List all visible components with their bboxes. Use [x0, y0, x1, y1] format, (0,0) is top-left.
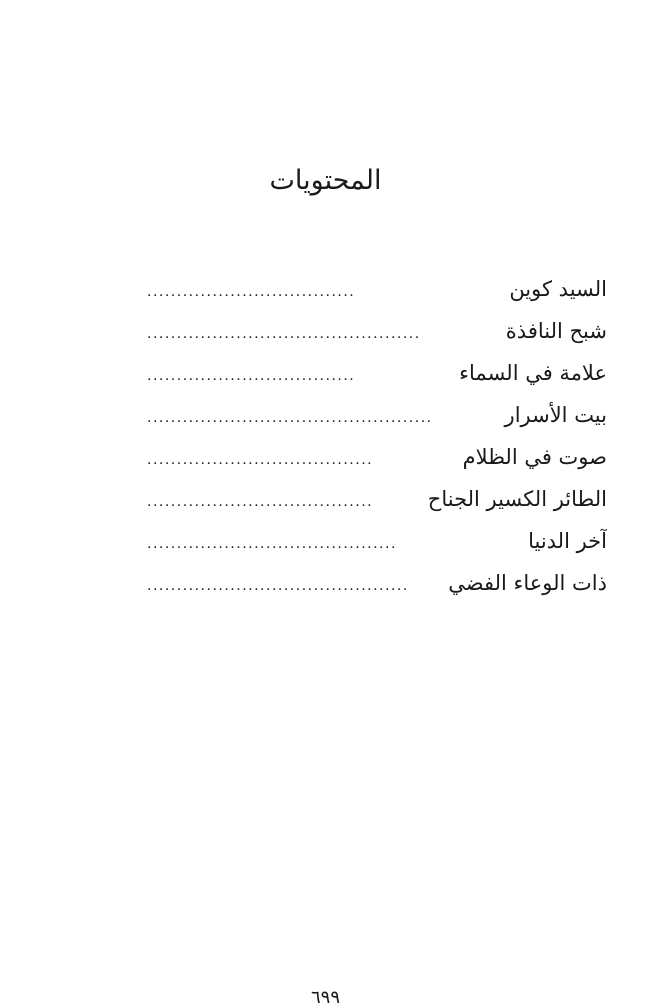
toc-entry [147, 352, 607, 394]
toc-dot-leader: .......................................... [147, 536, 397, 552]
toc-entry [147, 268, 607, 310]
toc-entry-title: آخر الدنيا [528, 529, 607, 553]
page-number: ٦٩٩ [310, 987, 340, 1008]
toc-entry [147, 310, 607, 352]
toc-entry [147, 478, 607, 520]
toc-entry-title: علامة في السماء [459, 361, 607, 385]
toc-entry [147, 394, 607, 436]
toc-dot-leader: ................................... [147, 284, 356, 300]
toc-dot-leader: ...................................... [147, 452, 374, 468]
toc-entry [147, 520, 607, 562]
toc-dot-leader: ................................... [147, 368, 356, 384]
toc-heading: المحتويات [269, 165, 382, 196]
toc-list [147, 268, 607, 604]
toc-entry-title: السيد كوين [509, 277, 607, 301]
toc-entry-title: صوت في الظلام [462, 445, 607, 469]
toc-entry [147, 562, 607, 604]
toc-entry-title: بيت الأسرار [504, 403, 607, 427]
toc-entry-title: شبح النافذة [505, 319, 607, 343]
toc-entry-title: ذات الوعاء الفضي [448, 571, 607, 595]
toc-dot-leader: ............................................ [147, 578, 409, 594]
toc-entry [147, 436, 607, 478]
toc-dot-leader: ................................................ [147, 410, 433, 426]
toc-entry-title: الطائر الكسير الجناح [427, 487, 607, 511]
toc-dot-leader: ...................................... [147, 494, 374, 510]
toc-dot-leader: .............................................. [147, 326, 421, 342]
